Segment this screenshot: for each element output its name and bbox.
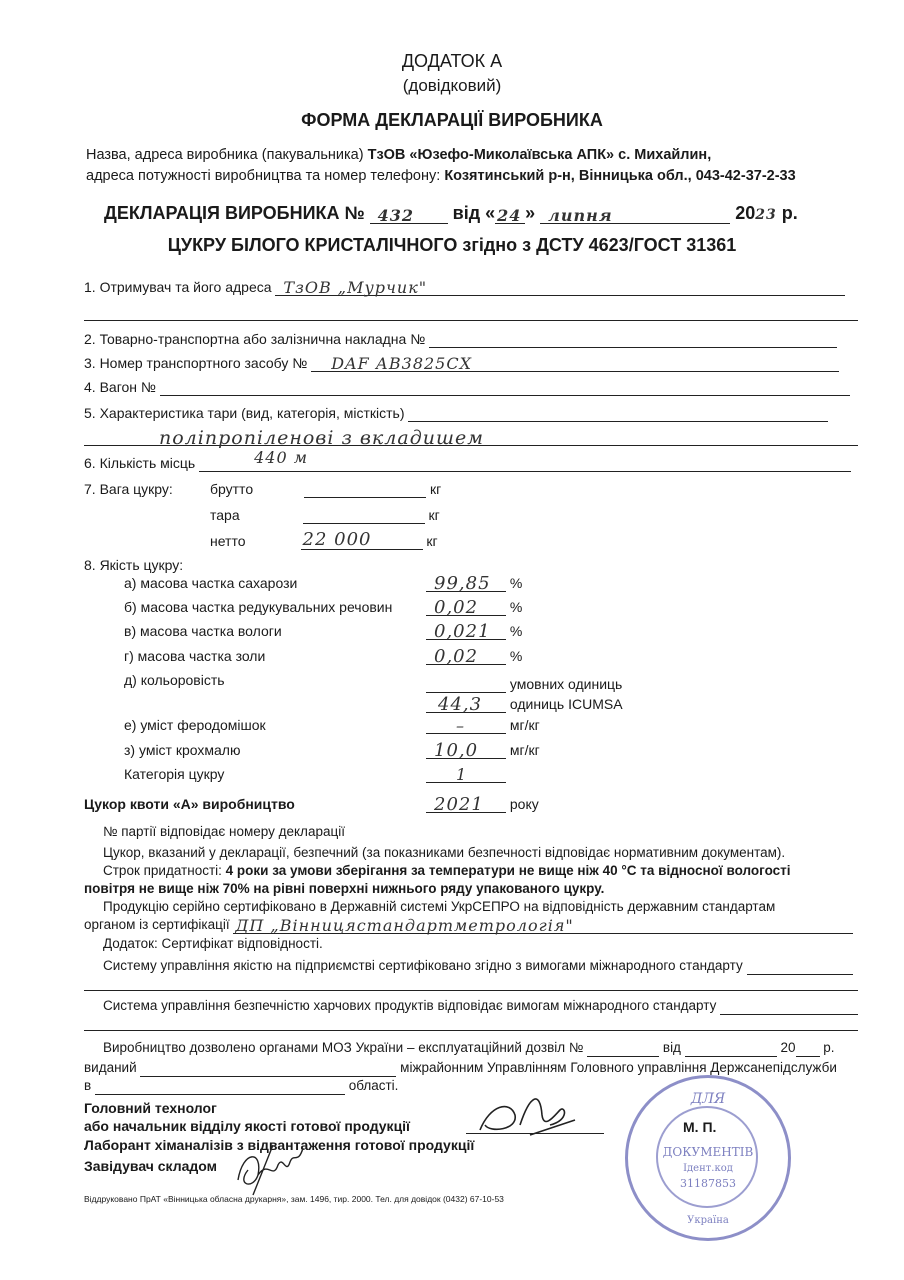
starch-label: з) уміст крохмалю [124, 742, 241, 758]
declaration-day: 24 [497, 206, 522, 225]
shelf-life-note: Строк придатності: 4 роки за умови зберігання за температури не вище ніж 40 °С та відносної вологості [103, 863, 791, 878]
recipient-value: ТзОВ „Мурчик" [283, 278, 428, 297]
producer-name: ТзОВ «Юзефо-Миколаївська АПК» с. Михайлин, [367, 147, 712, 163]
places-row: 6. Кількість місць 440 м [84, 454, 851, 472]
chief-technologist-label: Головний технолог [84, 1100, 217, 1116]
quality-row-b: б) масова частка редукувальних речовин [124, 599, 393, 615]
package-value: поліпропіленові з вкладишем [159, 427, 484, 449]
blank-line [84, 1030, 858, 1031]
address-line: адреса потужності виробництва та номер телефону: Козятинський р-н, Вінницька обл., 043-42-37-2-33 [86, 168, 796, 184]
category-label: Категорія цукру [124, 766, 225, 782]
category-field [426, 765, 506, 783]
cert-body-value: ДП „Вінницястандартметрологія" [235, 916, 574, 935]
package-row: 5. Характеристика тари (вид, категорія, місткість) [84, 404, 828, 422]
quality-value-b: 0,02 [434, 597, 479, 618]
vehicle-row: 3. Номер транспортного засобу № DAF АВ3825СХ [84, 354, 839, 372]
vehicle-value: DAF АВ3825СХ [331, 354, 472, 373]
quality-field-d: 0,02 % [426, 647, 522, 665]
declaration-month: липня [548, 206, 613, 225]
wagon-field [160, 379, 850, 396]
seal-country: Україна [687, 1215, 729, 1226]
quota-label: Цукор квоти «А» виробництво [84, 796, 295, 812]
printer-footer: Віддруковано ПрАТ «Вінницька обласна друкарня», зам. 1496, тир. 2000. Тел. для довідок (0432) 67-10-53 [84, 1194, 504, 1204]
places-value: 440 м [254, 448, 308, 467]
cert-note: Продукцію серійно сертифіковано в Державній системі УкрСЕПРО на відповідність державним стандартам [103, 899, 776, 914]
category-value: 1 [456, 765, 468, 784]
color-label: д) кольоровість [124, 672, 225, 688]
quality-row-a: а) масова частка сахарози [124, 575, 298, 591]
recipient-row: 1. Отримувач та його адреса ТзОВ „Мурчик" [84, 278, 845, 296]
blank-line [84, 990, 858, 991]
quality-field-a: 99,85 % [426, 574, 522, 592]
net-value: 22 000 [302, 529, 372, 550]
annex-note: (довідковий) [402, 76, 502, 95]
quality-field-c: 0,021 % [426, 622, 522, 640]
quota-year: 2021 [434, 794, 484, 815]
fsms-row: Система управління безпечністю харчових продуктів відповідає вимогам міжнародного стандарту [103, 997, 858, 1015]
producer-address: Козятинський р-н, Вінницька обл., 043-42-37-2-33 [444, 168, 796, 184]
gross-row: брутто кг [210, 481, 442, 497]
declaration-title: ДЕКЛАРАЦІЯ ВИРОБНИКА № 432 від « 24 » липня 2023 р. [104, 203, 798, 225]
seal-code-label: Ідент.код [683, 1163, 733, 1174]
starch-value: 10,0 [434, 740, 479, 761]
seal-place-label: М. П. [683, 1119, 717, 1135]
annex-title: ДОДАТОК А [401, 51, 503, 71]
quality-row-d: г) масова частка золи [124, 648, 266, 664]
quality-value-a: 99,85 [434, 573, 491, 594]
quota-field: 2021 року [426, 795, 539, 813]
declaration-subtitle: ЦУКРУ БІЛОГО КРИСТАЛІЧНОГО згідно з ДСТУ 4623/ГОСТ 31361 [167, 235, 737, 255]
store-head-label: Завідувач складом [84, 1158, 218, 1174]
permit-row: Виробництво дозволено органами МОЗ України – експлуатаційний дозвіл № від 20 р. [103, 1040, 835, 1055]
shelf-life-note-2: повітря не вище ніж 70% на рівні поверхні нижнього ряду упакованого цукру. [84, 881, 605, 896]
seal-text-1: ДЛЯ [690, 1091, 726, 1107]
qms-row: Систему управління якістю на підприємстві сертифіковано згідно з вимогами міжнародного стандарту [103, 957, 853, 975]
quality-value-c: 0,021 [434, 621, 491, 642]
weight-label: 7. Вага цукру: [84, 481, 173, 497]
cert-body-row: органом із сертифікації ДП „Вінницястандартметрологія" [84, 916, 853, 934]
quality-label: 8. Якість цукру: [84, 557, 184, 573]
starch-field: 10,0 мг/кг [426, 741, 540, 759]
seal-code: 31187853 [680, 1177, 736, 1190]
ferro-label: е) уміст феродомішок [124, 717, 266, 733]
package-value-row [84, 427, 858, 449]
issued-row: виданий міжрайонним Управлінням Головного управління Держсанепідслужби [84, 1060, 837, 1075]
wagon-row: 4. Вагон № [84, 378, 850, 396]
net-row: нетто 22 000 кг [210, 529, 438, 550]
quality-row-c: в) масова частка вологи [124, 623, 282, 639]
safety-note: Цукор, вказаний у декларації, безпечний (за показниками безпечності відповідає нормативним документам). [103, 845, 786, 860]
batch-note: № партії відповідає номеру декларації [103, 824, 345, 839]
form-title: ФОРМА ДЕКЛАРАЦІЇ ВИРОБНИКА [301, 110, 603, 130]
color-value: 44,3 [438, 694, 483, 715]
declaration-year: 23 [755, 207, 777, 223]
quality-value-d: 0,02 [434, 646, 479, 667]
signature-technologist [470, 1085, 580, 1145]
region-row: в області. [84, 1078, 399, 1093]
blank-line [84, 320, 858, 321]
tare-row: тара кг [210, 507, 440, 523]
color-field-2: 44,3 одиниць ICUMSA [426, 695, 623, 713]
lab-label: Лаборант хіманалізів з відвантаження готової продукції [84, 1137, 475, 1153]
declaration-number: 432 [377, 206, 415, 225]
waybill-row: 2. Товарно-транспортна або залізнична накладна № [84, 330, 837, 348]
seal-text-2: ДОКУМЕНТІВ [662, 1145, 754, 1159]
company-seal [625, 1075, 791, 1241]
appendix-note: Додаток: Сертифікат відповідності. [103, 936, 323, 951]
ferro-value: – [456, 716, 465, 735]
quality-field-b: 0,02 % [426, 598, 522, 616]
quality-head-label: або начальник відділу якості готової продукції [84, 1118, 410, 1134]
ferro-field: – мг/кг [426, 716, 540, 734]
waybill-field [429, 331, 837, 348]
color-field-1: умовних одиниць [426, 675, 622, 693]
producer-line: Назва, адреса виробника (пакувальника) ТзОВ «Юзефо-Миколаївська АПК» с. Михайлин, [86, 147, 712, 163]
